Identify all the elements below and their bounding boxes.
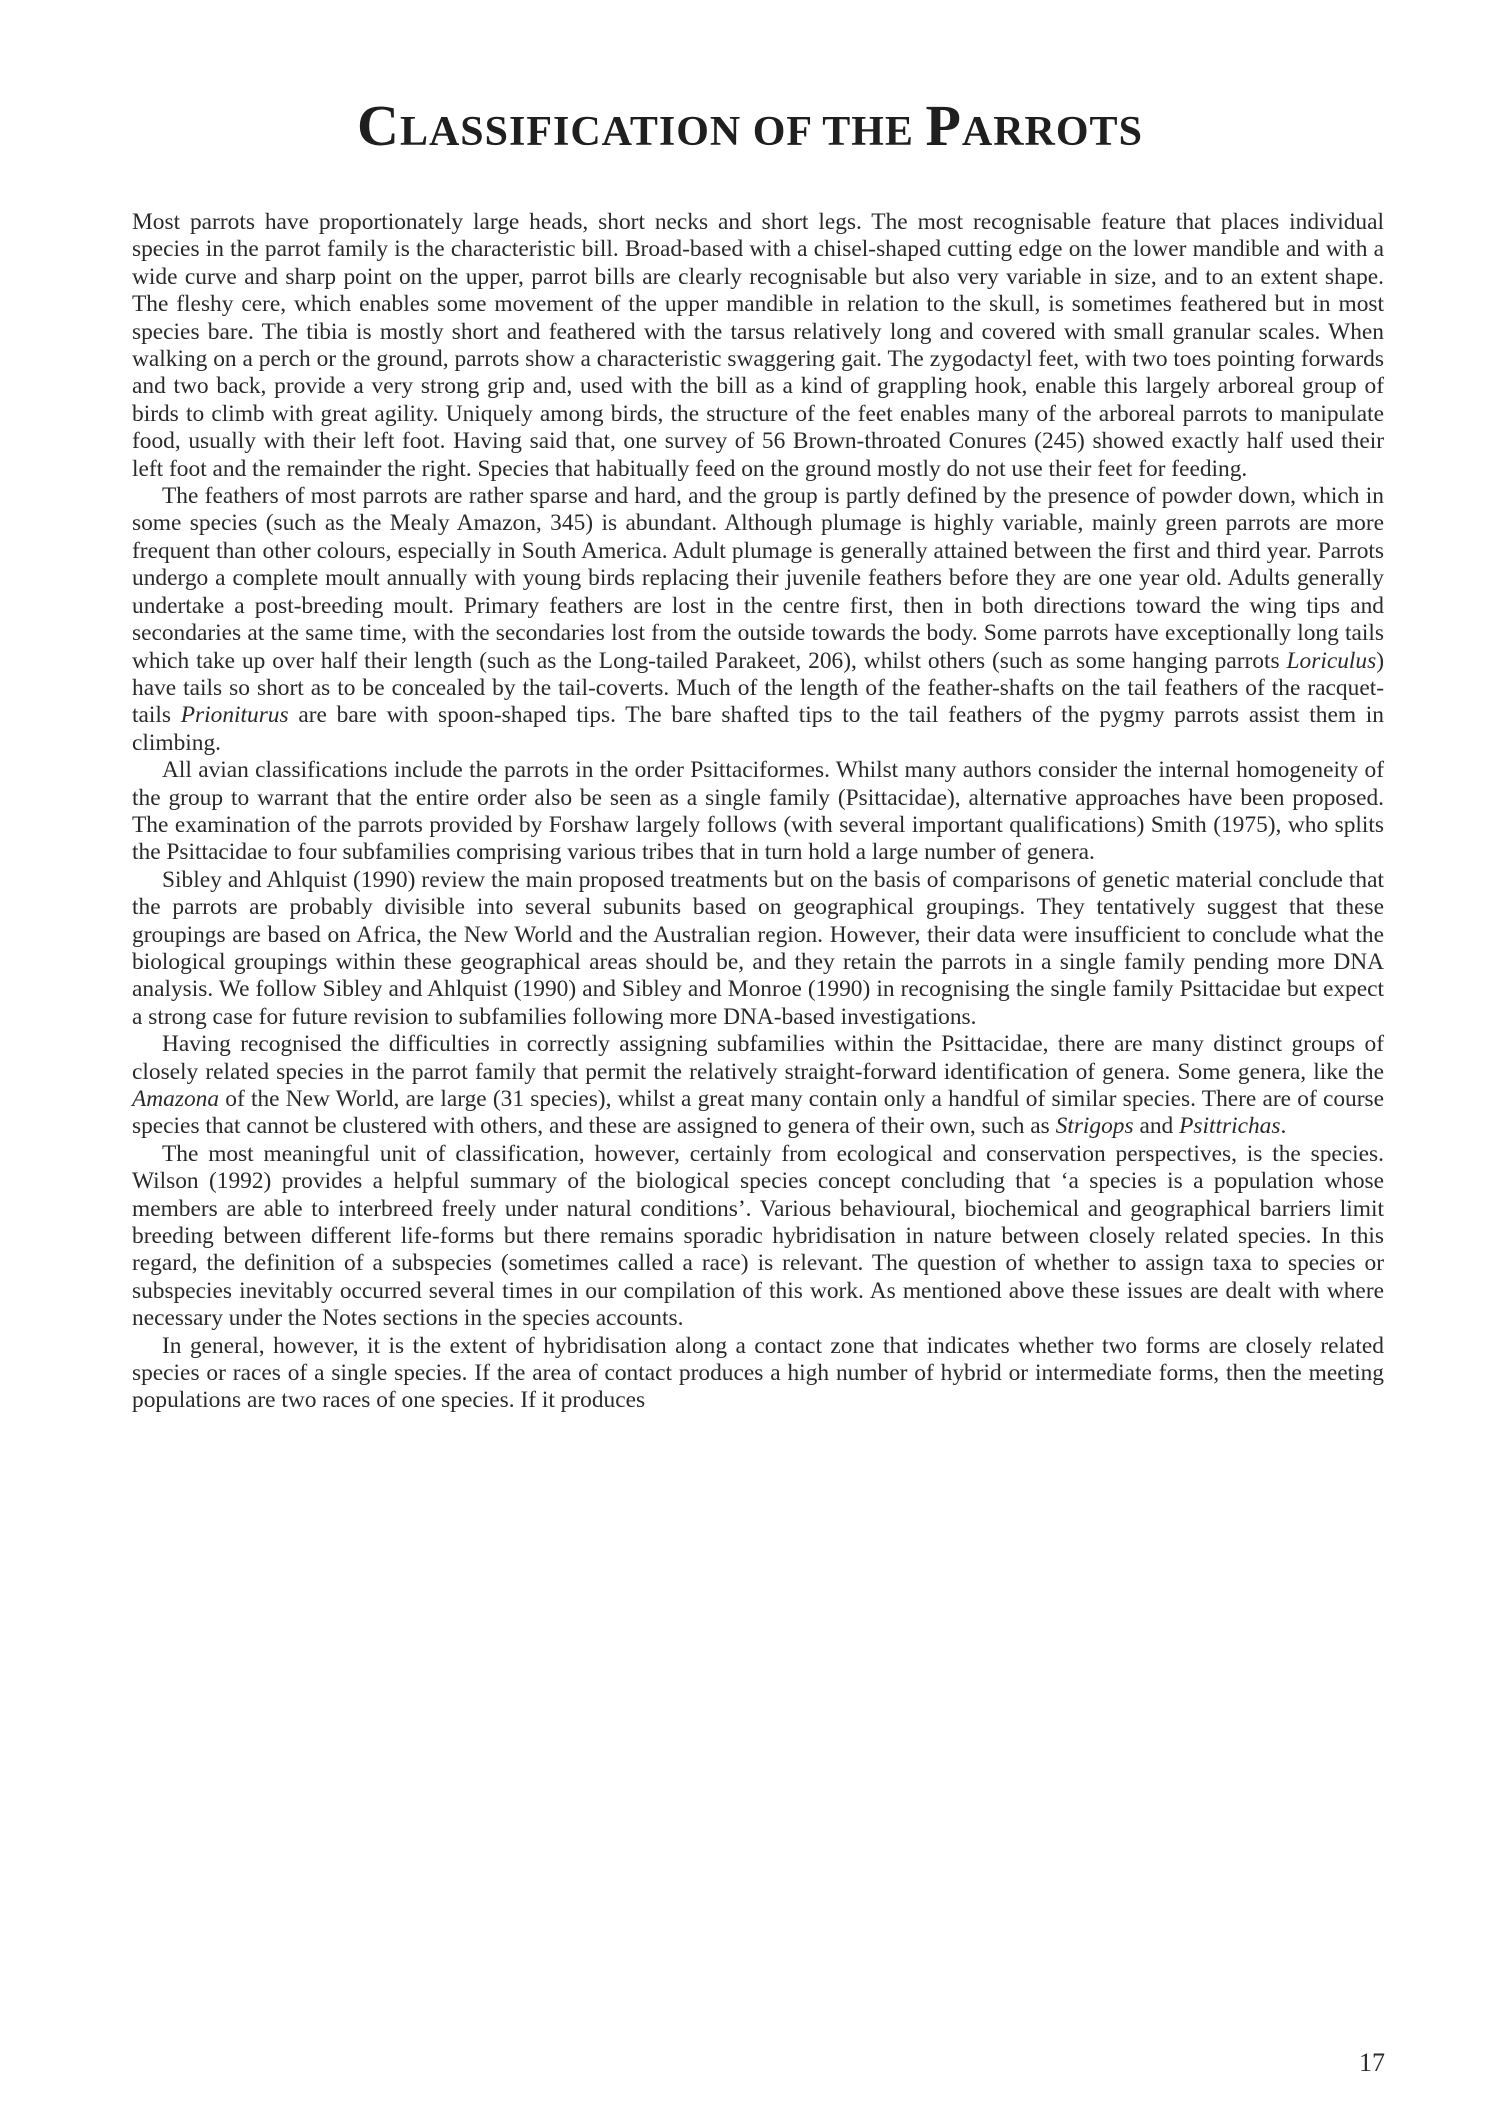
body-text — [132, 209, 1384, 1415]
genus-name: Psittrichas — [1179, 1113, 1281, 1140]
genus-name: Amazona — [132, 1086, 220, 1112]
genus-name: Strigops — [1055, 1113, 1134, 1140]
paragraph-text: Having recognised the difficulties in correctly assigning subfamilies within the Psittacidae, there are many distinct groups of closely related species in the parrot family that permit the relatively straight-forward identification of genera. Some genera, like the — [132, 1031, 1384, 1085]
paragraph-text: ) have tails so short as to be concealed by the tail-coverts. Much of the length of the feather-shafts on the tail feathers of the racquet-tails — [132, 647, 1384, 729]
paragraph-classification — [132, 757, 1384, 867]
paragraph-hybridisation — [132, 1333, 1384, 1415]
paragraph-text: Sibley and Ahlquist (1990) review the main proposed treatments but on the basis of comparisons of genetic material conclude that the parrots are probably divisible into several subunits based on geographical groupings. They tentatively suggest that these groupings are based on Africa, the New World and the Australian region. However, their data were insufficient to conclude what the biological groupings within these geographical areas should be, and they retain the parrots in a single family pending more DNA analysis. We follow Sibley and Ahlquist (1990) and Sibley and Monroe (1990) in recognising the single family Psittacidae but expect a strong case for future revision to subfamilies following more DNA-based investigations. — [132, 866, 1384, 1030]
paragraph-text: In general, however, it is the extent of hybridisation along a contact zone that indicates whether two forms are closely related species or races of a single species. If the area of contact produces a high number of hybrid or intermediate forms, then the meeting populations are two races of one species. If it produces — [132, 1332, 1384, 1414]
title-initial-c: C — [357, 93, 400, 158]
paragraph-text: of the New World, are large (31 species), whilst a great many contain only a handful of similar species. There are of course species that cannot be clustered with others, and these are assigned to genera of their own, such as — [132, 1086, 1384, 1140]
paragraph-text: . — [1280, 1113, 1287, 1140]
page-number: 17 — [1359, 2048, 1385, 2077]
page-title — [0, 93, 1500, 162]
paragraph-anatomy — [132, 209, 1384, 483]
genus-name: Loriculus — [1286, 647, 1377, 674]
paragraph-text: All avian classifications include the parrots in the order Psittaciformes. Whilst many authors consider the internal homogeneity of the group to warrant that the entire order also be seen as a single family (Psittacidae), alternative approaches have been proposed. The examination of the parrots provided by Forshaw largely follows (with several important qualifications) Smith (1975), who splits the Psittacidae to four subfamilies comprising various tribes that in turn hold a large number of genera. — [132, 757, 1384, 866]
paragraph-sibley-ahlquist — [132, 867, 1384, 1031]
paragraph-text: and — [1133, 1113, 1180, 1140]
paragraph-text: Most parrots have proportionately large heads, short necks and short legs. The most recognisable feature that places individual species in the parrot family is the characteristic bill. Broad-based with a chisel-shaped cutting edge on the lower mandible and with a wide curve and sharp point on the upper, parrot bills are clearly recognisable but also very variable in size, and to an extent shape. The fleshy cere, which enables some movement of the upper mandible in relation to the skull, is sometimes feathered but in most species bare. The tibia is mostly short and feathered with the tarsus relatively long and covered with small granular scales. When walking on a perch or the ground, parrots show a characteristic swaggering gait. The zygodactyl feet, with two toes pointing forwards and two back, provide a very strong grip and, used with the bill as a kind of grappling hook, enable this largely arboreal group of birds to climb with great agility. Uniquely among birds, the structure of the feet enables many of the arboreal parrots to manipulate food, usually with their left foot. Having said that, one survey of 56 Brown-throated Conures (245) showed exactly half used their left foot and the remainder the right. Species that habitually feed on the ground mostly do not use their feet for feeding. — [132, 209, 1384, 482]
paragraph-text: The most meaningful unit of classification, however, certainly from ecological and conservation perspectives, is the species. Wilson (1992) provides a helpful summary of the biological species concept concluding that ‘a species is a population whose members are able to interbreed freely under natural conditions’. Various behavioural, biochemical and geographical barriers limit breeding between different life-forms but there remains sporadic hybridisation in nature between closely related species. In this regard, the definition of a subspecies (sometimes called a race) is relevant. The question of whether to assign taxa to species or subspecies inevitably occurred several times in our compilation of this work. As mentioned above these issues are dealt with where necessary under the Notes sections in the species accounts. — [132, 1140, 1384, 1332]
title-part-2: ARROTS — [961, 109, 1143, 155]
paragraph-species — [132, 1141, 1384, 1333]
genus-name: Prioniturus — [180, 702, 289, 729]
paragraph-text: The feathers of most parrots are rather sparse and hard, and the group is partly defined by the presence of powder down, which in some species (such as the Mealy Amazon, 345) is abundant. Although plumage is highly variable, mainly green parrots are more frequent than other colours, especially in South America. Adult plumage is generally attained between the first and third year. Parrots undergo a complete moult annually with young birds replacing their juvenile feathers before they are one year old. Adults generally undertake a post-breeding moult. Primary feathers are lost in the centre first, then in both directions toward the wing tips and secondaries at the same time, with the secondaries lost from the outside towards the body. Some parrots have exceptionally long tails which take up over half their length (such as the Long-tailed Parakeet, 206), whilst others (such as some hanging parrots — [132, 483, 1384, 674]
paragraph-genera — [132, 1031, 1384, 1141]
title-part-1: LASSIFICATION OF THE — [399, 109, 926, 155]
paragraph-feathers — [132, 483, 1384, 757]
paragraph-text: are bare with spoon-shaped tips. The bare shafted tips to the tail feathers of the pygmy parrots assist them in climbing. — [132, 702, 1384, 756]
title-initial-p: P — [925, 93, 962, 158]
